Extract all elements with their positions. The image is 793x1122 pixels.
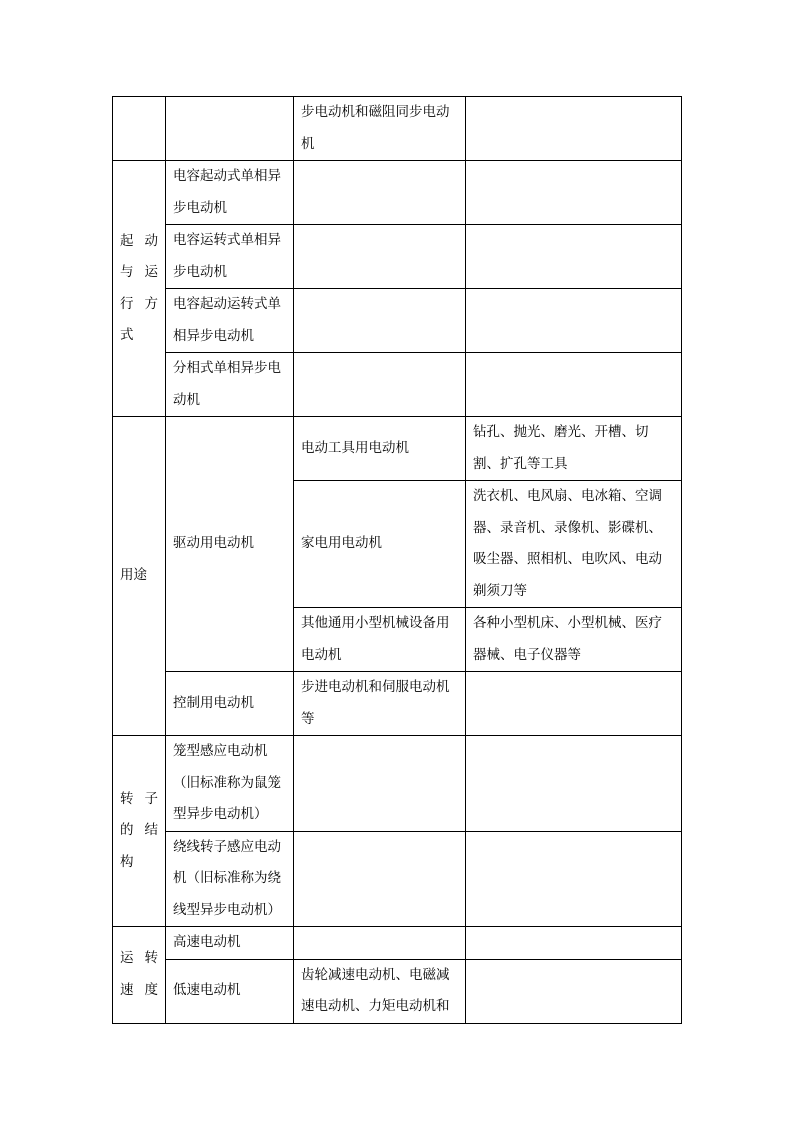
table-cell: 分相式单相异步电动机 [166,353,294,417]
table-cell [294,289,466,353]
table-cell [466,831,682,927]
table-cell [166,97,294,161]
table-cell [294,927,466,960]
table-cell [294,831,466,927]
table-cell: 其他通用小型机械设备用电动机 [294,608,466,672]
table-cell: 家电用电动机 [294,481,466,608]
category-rotor [113,736,166,927]
table-cell [294,161,466,225]
table-cell [466,225,682,289]
table-cell: 电容运转式单相异步电动机 [166,225,294,289]
table-cell: 步进电动机和伺服电动机等 [294,672,466,736]
category-startup [113,161,166,417]
table-cell: 步电动机和磁阻同步电动机 [294,97,466,161]
category-label: 转 子 的 结 构 [120,790,158,870]
table-cell: 高速电动机 [166,927,294,960]
category-label: 运 转 速度 [120,950,158,998]
table-cell: 各种小型机床、小型机械、医疗器械、电子仪器等 [466,608,682,672]
table-cell [466,161,682,225]
table-cell: 洗衣机、电风扇、电冰箱、空调器、录音机、录像机、影碟机、吸尘器、照相机、电吹风、电动剃须刀等 [466,481,682,608]
table-cell: 绕线转子感应电动机（旧标准称为绕线型异步电动机） [166,831,294,927]
table-cell [466,736,682,832]
table-cell [113,97,166,161]
table-cell [294,225,466,289]
category-label: 起 动 与 运 行 方 式 [120,232,158,343]
table-cell: 笼型感应电动机（旧标准称为鼠笼型异步电动机） [166,736,294,832]
table-cell: 低速电动机 [166,959,294,1023]
table-cell [466,959,682,1023]
category-use: 用途 [113,417,166,736]
table-cell: 齿轮减速电动机、电磁减速电动机、力矩电动机和 [294,959,466,1023]
table-cell [466,97,682,161]
table-cell [466,289,682,353]
table-cell [294,353,466,417]
category-speed [113,927,166,1024]
table-cell: 钻孔、抛光、磨光、开槽、切割、扩孔等工具 [466,417,682,481]
table-cell: 控制用电动机 [166,672,294,736]
motor-classification-table [112,96,682,1024]
table-cell: 电容起动式单相异步电动机 [166,161,294,225]
table-cell [294,736,466,832]
table-cell [466,353,682,417]
table-cell: 驱动用电动机 [166,417,294,672]
table-cell: 电动工具用电动机 [294,417,466,481]
table-cell [466,927,682,960]
table-cell [466,672,682,736]
table-cell: 电容起动运转式单相异步电动机 [166,289,294,353]
